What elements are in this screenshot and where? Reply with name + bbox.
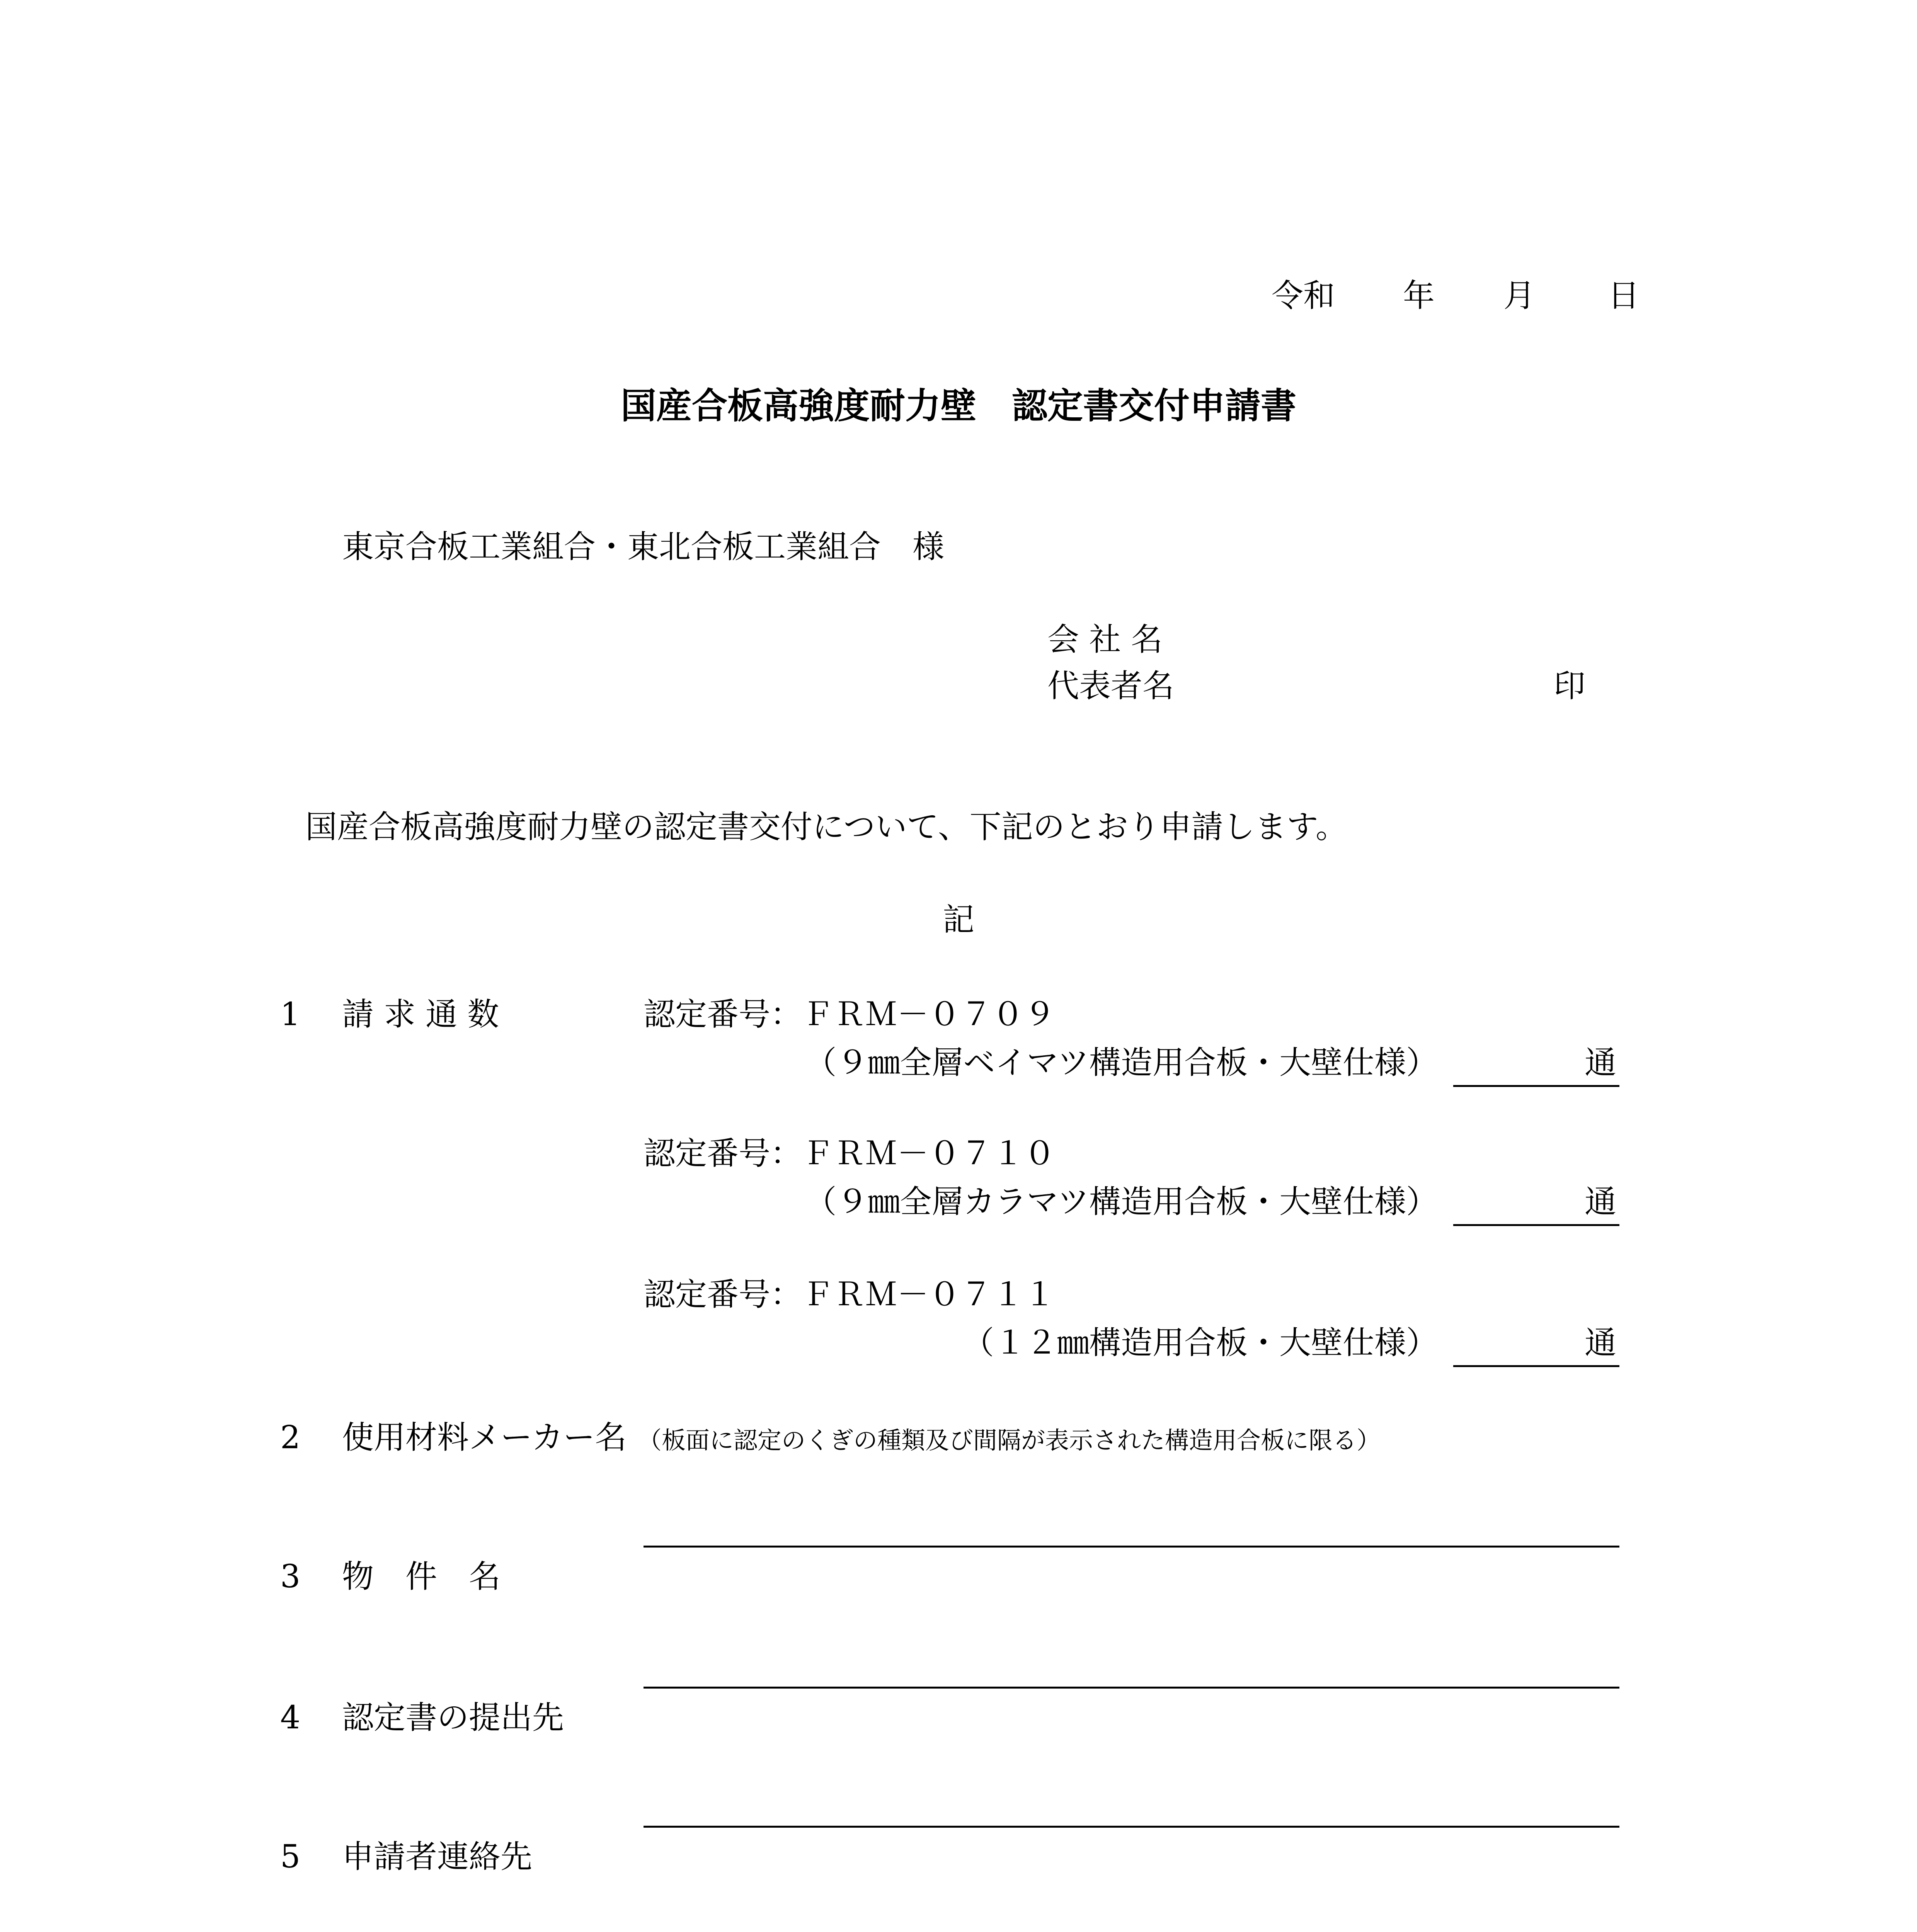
item4-number: 4 [280,1699,301,1736]
item1-number: 1 [280,996,301,1033]
cert3-number: 認定番号：ＦＲＭ－０７１１ [644,1276,1056,1313]
cert2-desc: （９㎜全層カラマツ構造用合板・大壁仕様） [805,1184,1438,1220]
item5-label: 申請者連絡先 [342,1838,533,1875]
seal-mark: 印 [1554,668,1586,704]
representative-label: 代表者名 [1047,668,1175,704]
cert2-number: 認定番号：ＦＲＭ－０７１０ [644,1135,1056,1172]
cert3-count-underline [1453,1365,1619,1367]
cert1-unit: 通 [1585,1044,1617,1081]
date-day: 日 [1608,277,1640,314]
item3-number: 3 [280,1558,301,1595]
ki-heading: 記 [942,901,974,938]
cert2-unit: 通 [1585,1184,1617,1220]
item2-number: 2 [280,1419,301,1456]
item2-answer-line [644,1546,1619,1548]
addressee: 東京合板工業組合・東北合板工業組合 様 [342,529,945,565]
item4-label: 認定書の提出先 [342,1699,564,1736]
document-title: 国産合板高強度耐力壁 認定書交付申請書 [620,385,1296,427]
date-year: 年 [1403,277,1435,314]
cert3-unit: 通 [1585,1325,1617,1361]
cert3-desc: （１２㎜構造用合板・大壁仕様） [962,1325,1438,1361]
item4-answer-line [644,1826,1619,1828]
item3-label: 物 件 名 [342,1558,501,1595]
date-era: 令和 [1272,277,1335,314]
cert1-desc: （９㎜全層ベイマツ構造用合板・大壁仕様） [805,1044,1438,1081]
intro-text: 国産合板高強度耐力壁の認定書交付について、下記のとおり申請します。 [305,809,1348,845]
item1-label: 請 求 通 数 [342,996,499,1033]
cert1-number: 認定番号：ＦＲＭ－０７０９ [644,996,1056,1033]
company-name-label: 会 社 名 [1047,621,1163,658]
cert2-count-underline [1453,1224,1619,1226]
item2-note: （板面に認定のくぎの種類及び間隔が表示された構造用合板に限る） [638,1426,1381,1454]
item3-answer-line [644,1687,1619,1689]
item2-label: 使用材料メーカー名 [342,1419,627,1456]
item5-number: 5 [280,1838,301,1875]
date-month: 月 [1503,277,1536,314]
cert1-count-underline [1453,1085,1619,1087]
